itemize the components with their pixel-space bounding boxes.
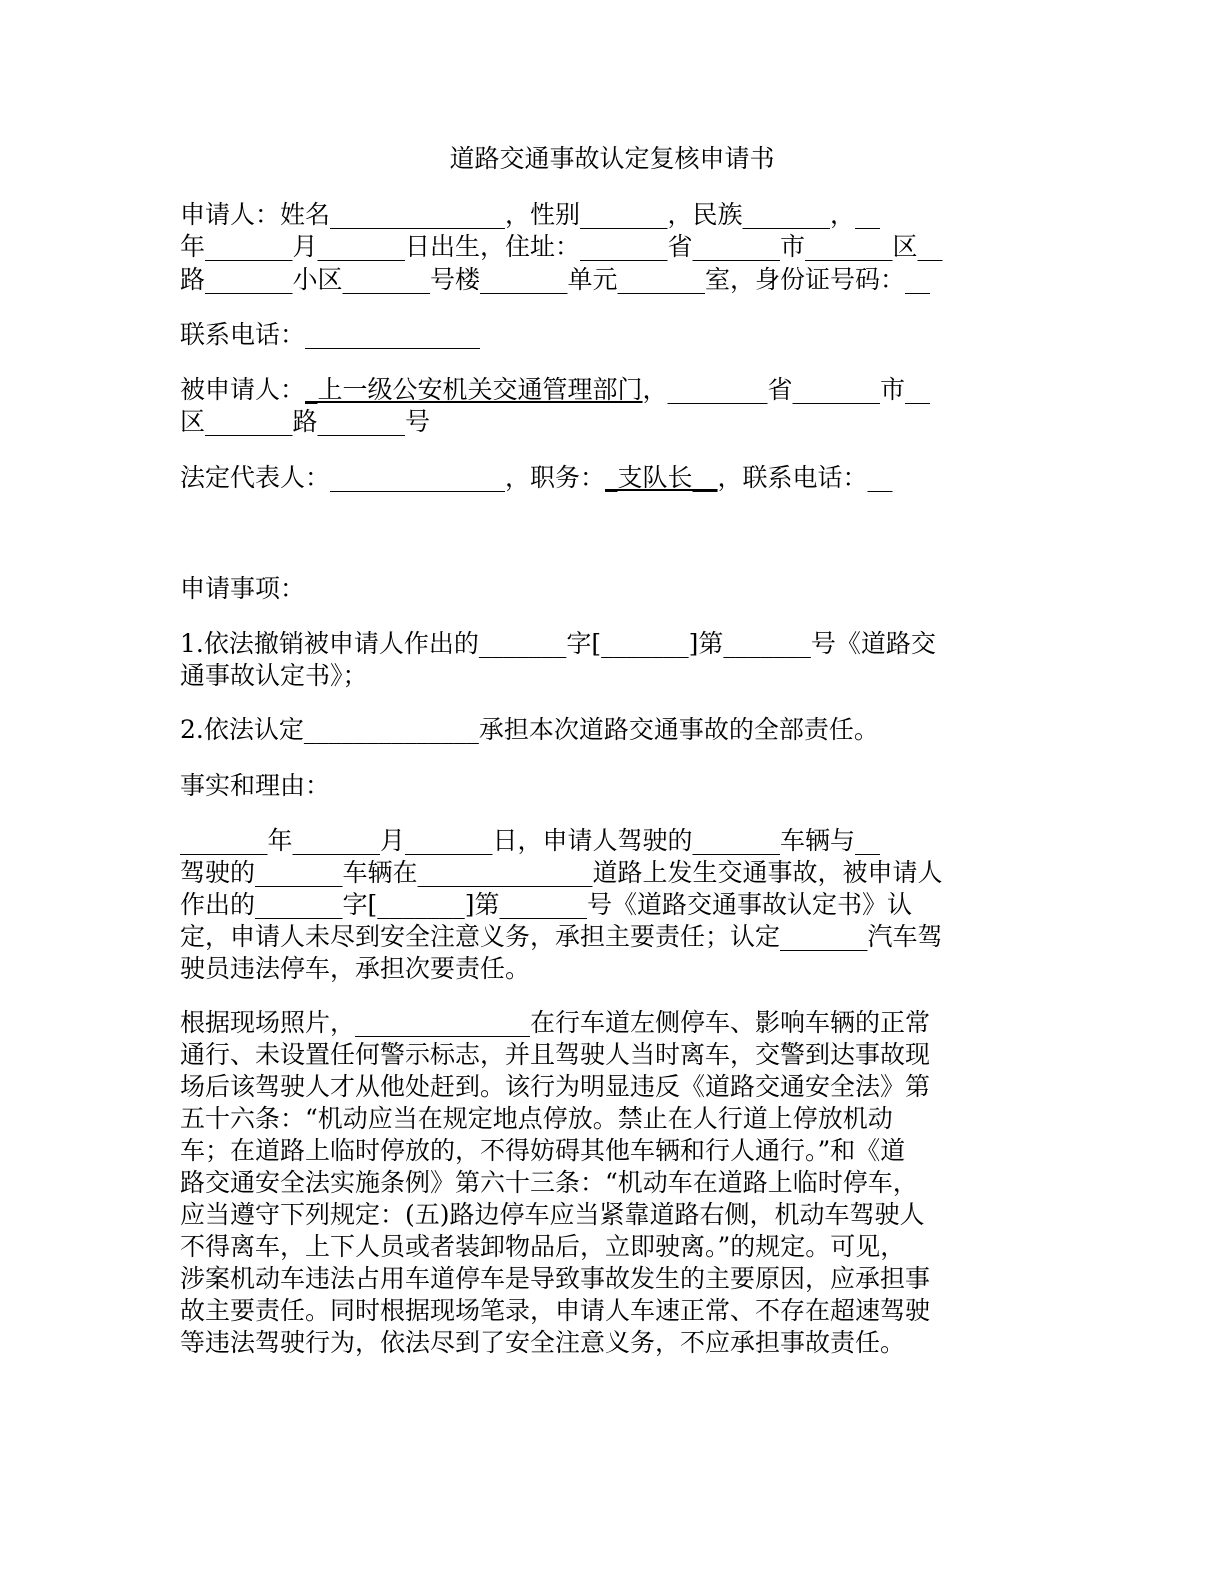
- facts-line-3: 作出的_______字[_______]第_______号《道路交通事故认定书》认: [180, 890, 913, 919]
- request-items-heading: 申请事项：: [180, 574, 306, 603]
- reasons-line-5: 车；在道路上临时停放的，不得妨碍其他车辆和行人通行。”和《道: [180, 1136, 906, 1165]
- facts-line-4: 定，申请人未尽到安全注意义务，承担主要责任；认定_______汽车驾: [180, 922, 943, 951]
- reasons-line-7: 应当遵守下列规定：(五)路边停车应当紧靠道路右侧，机动车驾驶人: [180, 1200, 925, 1229]
- request-item-2: 2.依法认定______________承担本次道路交通事故的全部责任。: [180, 715, 879, 744]
- representative-position: _支队长__: [605, 463, 718, 492]
- applicant-birth-address-line: 年_______月_______日出生，住址：_______省_______市_______区__: [180, 232, 943, 261]
- facts-heading: 事实和理由：: [180, 771, 331, 800]
- reasons-line-3: 场后该驾驶人才从他处赶到。该行为明显违反《道路交通安全法》第: [180, 1072, 931, 1101]
- request-item-1-line-2: 通事故认定书》；: [180, 661, 368, 690]
- respondent-line: 被申请人：_上一级公安机关交通管理部门，________省_______市__: [180, 375, 931, 404]
- reasons-line-11: 等违法驾驶行为，依法尽到了安全注意义务，不应承担事故责任。: [180, 1328, 906, 1357]
- reasons-line-10: 故主要责任。同时根据现场笔录，申请人车速正常、不存在超速驾驶: [180, 1296, 931, 1325]
- document-title: 道路交通事故认定复核申请书: [449, 144, 775, 173]
- respondent-name: _上一级公安机关交通管理部门: [305, 375, 643, 404]
- facts-line-5: 驶员违法停车，承担次要责任。: [180, 954, 531, 983]
- reasons-line-8: 不得离车，上下人员或者装卸物品后，立即驶离。”的规定。可见，: [180, 1232, 906, 1261]
- reasons-line-2: 通行、未设置任何警示标志，并且驾驶人当时离车，交警到达事故现: [180, 1040, 931, 1069]
- facts-line-2: 驾驶的_______车辆在______________道路上发生交通事故，被申请人: [180, 858, 943, 887]
- reasons-line-9: 涉案机动车违法占用车道停车是导致事故发生的主要原因，应承担事: [180, 1264, 931, 1293]
- applicant-phone-line: 联系电话：______________: [180, 320, 481, 349]
- reasons-line-6: 路交通安全法实施条例》第六十三条：“机动车在道路上临时停车，: [180, 1168, 918, 1197]
- facts-line-1: _______年_______月_______日，申请人驾驶的_______车辆与__: [180, 826, 881, 855]
- reasons-line-1: 根据现场照片，______________在行车道左侧停车、影响车辆的正常: [180, 1008, 931, 1037]
- reasons-line-4: 五十六条：“机动应当在规定地点停放。禁止在人行道上停放机动: [180, 1104, 893, 1133]
- respondent-address-line: 区_______路_______号: [180, 407, 431, 436]
- request-item-1-line-1: 1.依法撤销被申请人作出的_______字[_______]第_______号《道路交: [180, 629, 936, 658]
- legal-representative-line: 法定代表人：______________，职务：_支队长__，联系电话：__: [180, 463, 893, 492]
- applicant-name-line: 申请人：姓名______________，性别_______，民族_______，__: [180, 200, 881, 229]
- applicant-address-id-line: 路_______小区_______号楼_______单元_______室，身份证号码：__: [180, 265, 931, 294]
